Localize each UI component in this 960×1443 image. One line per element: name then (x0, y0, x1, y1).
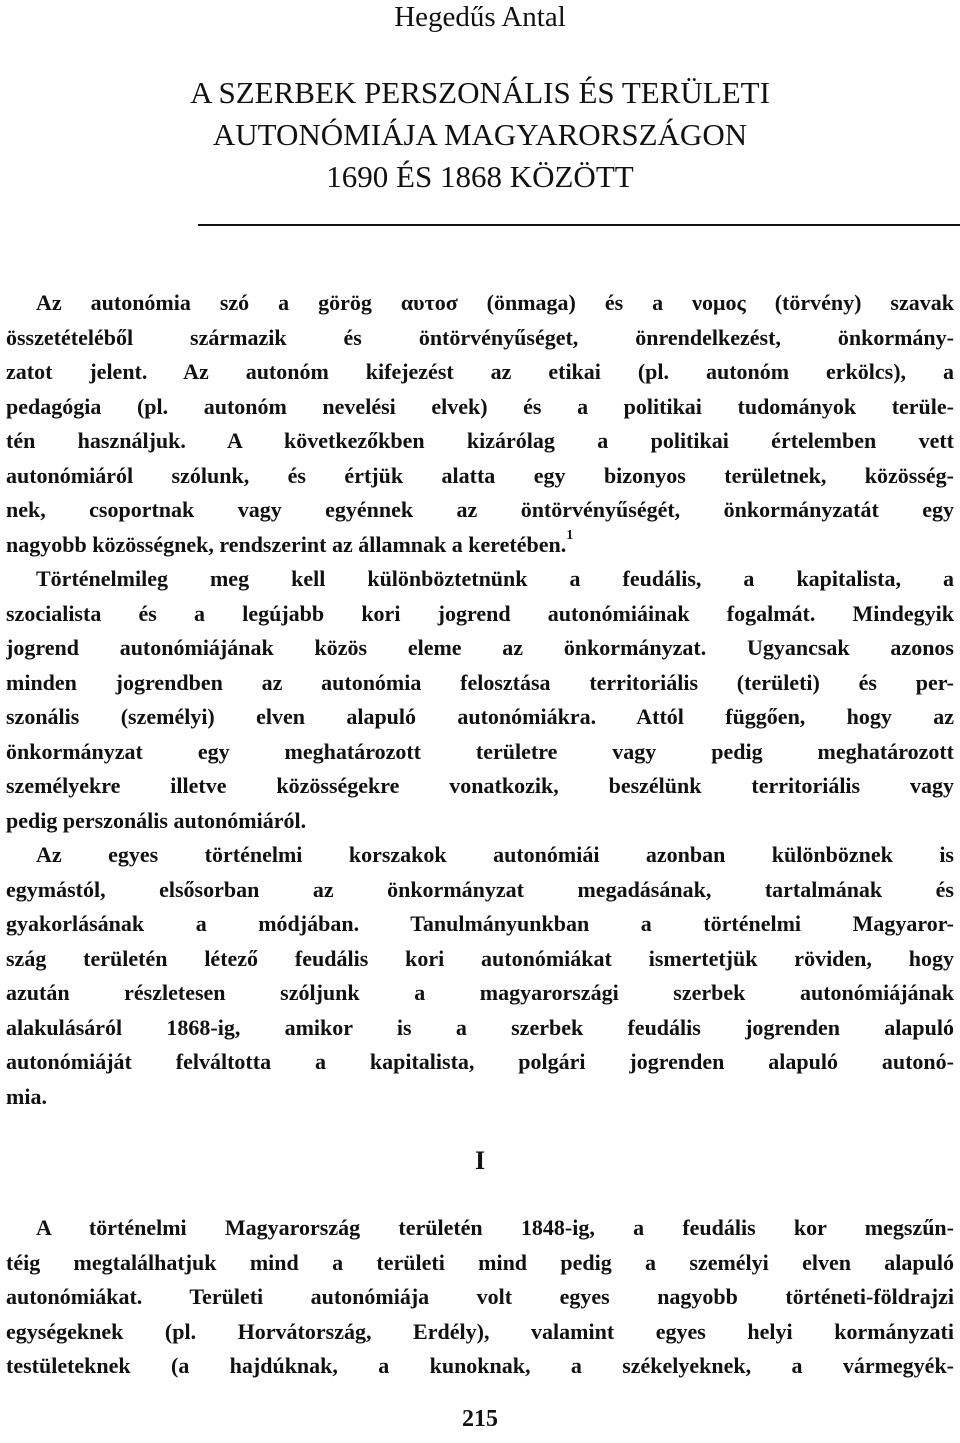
paragraph-2 (6, 562, 954, 838)
title-line: AUTONÓMIÁJA MAGYARORSZÁGON (212, 117, 748, 152)
section-heading: I (474, 1146, 486, 1175)
paragraph-1 (6, 286, 954, 562)
author-name: Hegedűs Antal (394, 1, 566, 33)
text-line: jogrend autonómiájának közös eleme az önkormányzat. Ugyancsak azonos (6, 635, 954, 660)
title-line: 1690 ÉS 1868 KÖZÖTT (326, 159, 634, 194)
title-line: A SZERBEK PERSZONÁLIS ÉS TERÜLETI (190, 75, 770, 110)
paragraph-3 (6, 838, 954, 1114)
text-line: A történelmi Magyarország területén 1848-ig, a feudális kor megszűn- (36, 1215, 954, 1240)
page-number: 215 (462, 1406, 498, 1432)
text-line-with-footnote (6, 528, 954, 563)
text-line: alakulásáról 1868-ig, amikor is a szerbek feudális jogrenden alapuló (6, 1014, 954, 1040)
text-line: minden jogrendben az autonómia felosztása territoriális (területi) és per- (6, 669, 954, 695)
text-line: testületeknek (a hajdúknak, a kunoknak, a székelyeknek, a vármegyék- (6, 1353, 954, 1378)
text-line: tén használjuk. A következőkben kizárólag a politikai értelemben vett (6, 428, 954, 453)
text-line: egymástól, elsősorban az önkormányzat megadásának, tartalmának és (6, 876, 954, 902)
article-title (0, 72, 960, 198)
text-line: Az autonómia szó a görög αυτοσ (önmaga) és a νομος (törvény) szavak (36, 290, 954, 315)
text-line: nek, csoportnak vagy egyénnek az öntörvényűségét, önkormányzatát egy (6, 497, 954, 522)
text-line: szág területén létező feudális kori autonómiákat ismertetjük röviden, hogy (6, 945, 954, 971)
text-line: szocialista és a legújabb kori jogrend autonómiáinak fogalmát. Mindegyik (6, 600, 954, 626)
text-line: szonális (személyi) elven alapuló autonómiákra. Attól függően, hogy az (6, 704, 954, 729)
footnote-reference: 1 (566, 528, 574, 544)
text-line: személyekre illetve közösségekre vonatkozik, beszélünk territoriális vagy (6, 773, 954, 798)
text-line: autonómiáját felváltotta a kapitalista, polgári jogrenden alapuló autonó- (6, 1049, 954, 1074)
article-body (6, 286, 954, 1114)
text-line: téig megtalálhatjuk mind a területi mind pedig a személyi elven alapuló (6, 1249, 954, 1275)
text-line: zatot jelent. Az autonóm kifejezést az etikai (pl. autonóm erkölcs), a (6, 359, 954, 384)
text-line: Történelmileg meg kell különböztetnünk a feudális, a kapitalista, a (36, 566, 954, 591)
text-line: egységeknek (pl. Horvátország, Erdély), valamint egyes helyi kormányzati (6, 1318, 954, 1344)
text-line: azután részletesen szóljunk a magyarországi szerbek autonómiájának (6, 980, 954, 1005)
text-line: mia. (6, 1083, 47, 1109)
title-divider (198, 224, 960, 226)
text-line: nagyobb közösségnek, rendszerint az államnak a keretében. (6, 531, 567, 557)
text-line: pedig perszonális autonómiáról. (6, 807, 307, 833)
text-line: pedagógia (pl. autonóm nevelési elvek) és a politikai tudományok terüle- (6, 393, 954, 419)
section-1-body (6, 1211, 954, 1384)
text-line: autonómiákat. Területi autonómiája volt egyes nagyobb történeti-földrajzi (6, 1284, 954, 1309)
text-line: önkormányzat egy meghatározott területre vagy pedig meghatározott (6, 738, 954, 764)
text-line: összetételéből származik és öntörvényűséget, önrendelkezést, önkormány- (6, 324, 954, 350)
text-line: Az egyes történelmi korszakok autonómiái azonban különböznek is (36, 842, 954, 867)
text-line: gyakorlásának a módjában. Tanulmányunkban a történelmi Magyaror- (6, 911, 954, 936)
text-line: autonómiáról szólunk, és értjük alatta egy bizonyos területnek, közösség- (6, 462, 954, 488)
